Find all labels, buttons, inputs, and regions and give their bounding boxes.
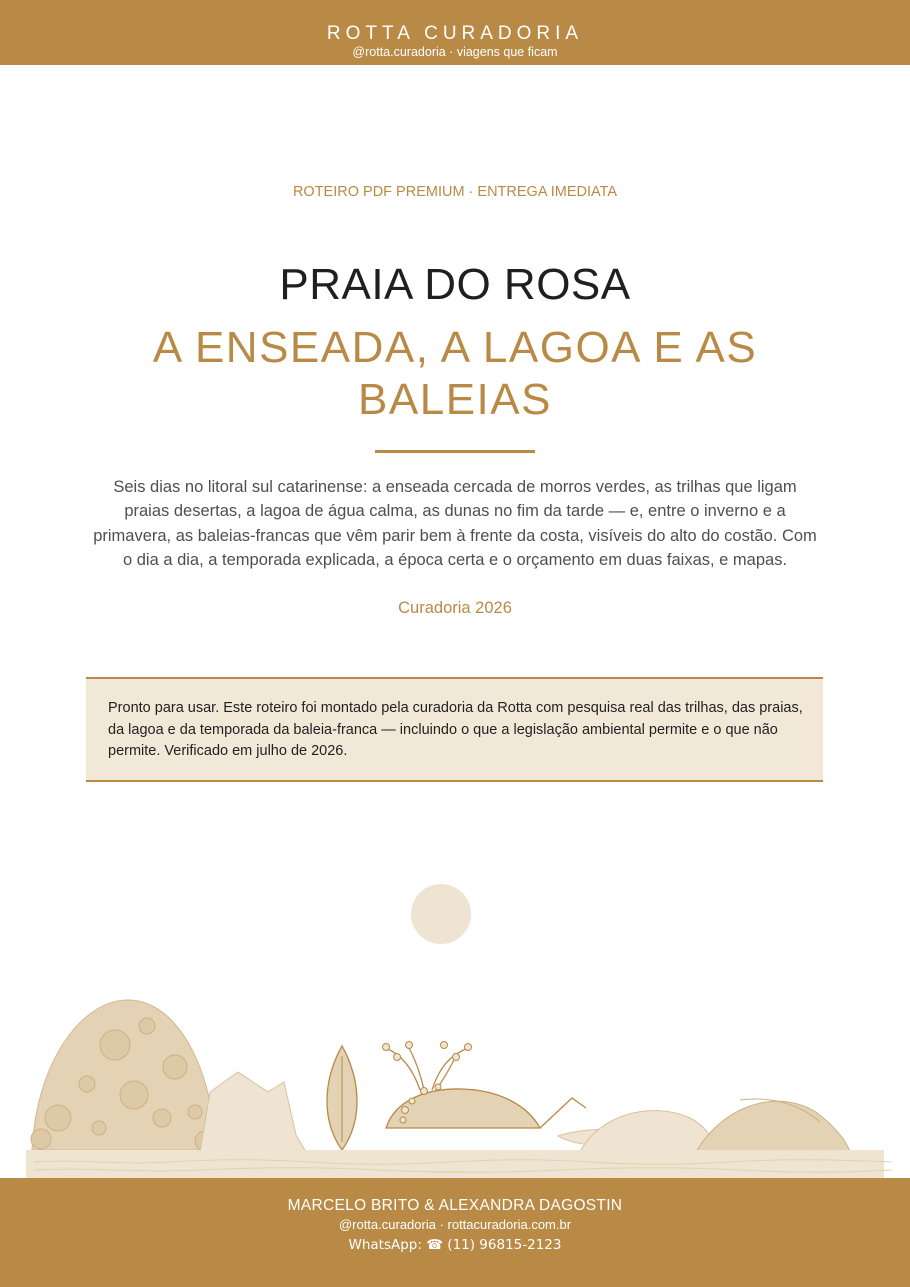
eyebrow-label: ROTEIRO PDF PREMIUM · ENTREGA IMEDIATA — [292, 184, 618, 200]
contact-line: @rotta.curadoria · rottacuradoria.com.br — [338, 1217, 572, 1232]
sun-icon — [411, 884, 471, 944]
dune-icon — [696, 1101, 850, 1152]
page-subtitle: A ENSEADA, A LAGOA E AS BALEIAS — [152, 323, 758, 424]
edition-credit: Curadoria 2026 — [398, 599, 512, 617]
whatsapp-line: WhatsApp: ☎ (11) 96815-2123 — [348, 1237, 562, 1253]
whale-icon — [383, 1042, 587, 1129]
intro-paragraph: Seis dias no litoral sul catarinense: a enseada cercada de morros verdes, as trilhas que ligam praias desertas, a lagoa de água calma, as dunas no fim da tarde — e, entre o inverno e a primavera, as baleias-francas que vêm parir bem à frente da costa, visíveis do alto do costão. Com o dia a dia, a temporada explicada, a época certa e o orçamento em duas faixas, e mapas. — [93, 478, 817, 569]
page-title: PRAIA DO ROSA — [279, 260, 631, 309]
brand-tagline: @rotta.curadoria · viagens que ficam — [352, 45, 558, 59]
dune-icon — [580, 1111, 716, 1152]
bottom-band — [0, 1178, 910, 1287]
ready-note-box — [86, 677, 823, 782]
author-names: MARCELO BRITO & ALEXANDRA DAGOSTIN — [287, 1197, 623, 1214]
sand-strip — [26, 1150, 884, 1178]
brand-name: ROTTA CURADORIA — [326, 23, 584, 44]
ready-note-text: Pronto para usar. Este roteiro foi montado pela curadoria da Rotta com pesquisa real das trilhas, das praias, da lagoa e da temporada da baleia-franca — incluindo o que a legislação ambiental permite e o que não permite. Verificado em julho de 2026. — [108, 700, 803, 759]
title-divider — [375, 450, 535, 453]
rock-icon — [200, 1072, 306, 1152]
top-band — [0, 0, 910, 65]
leaf-icon — [327, 1046, 357, 1150]
coastal-landscape-illustration — [0, 860, 910, 1180]
